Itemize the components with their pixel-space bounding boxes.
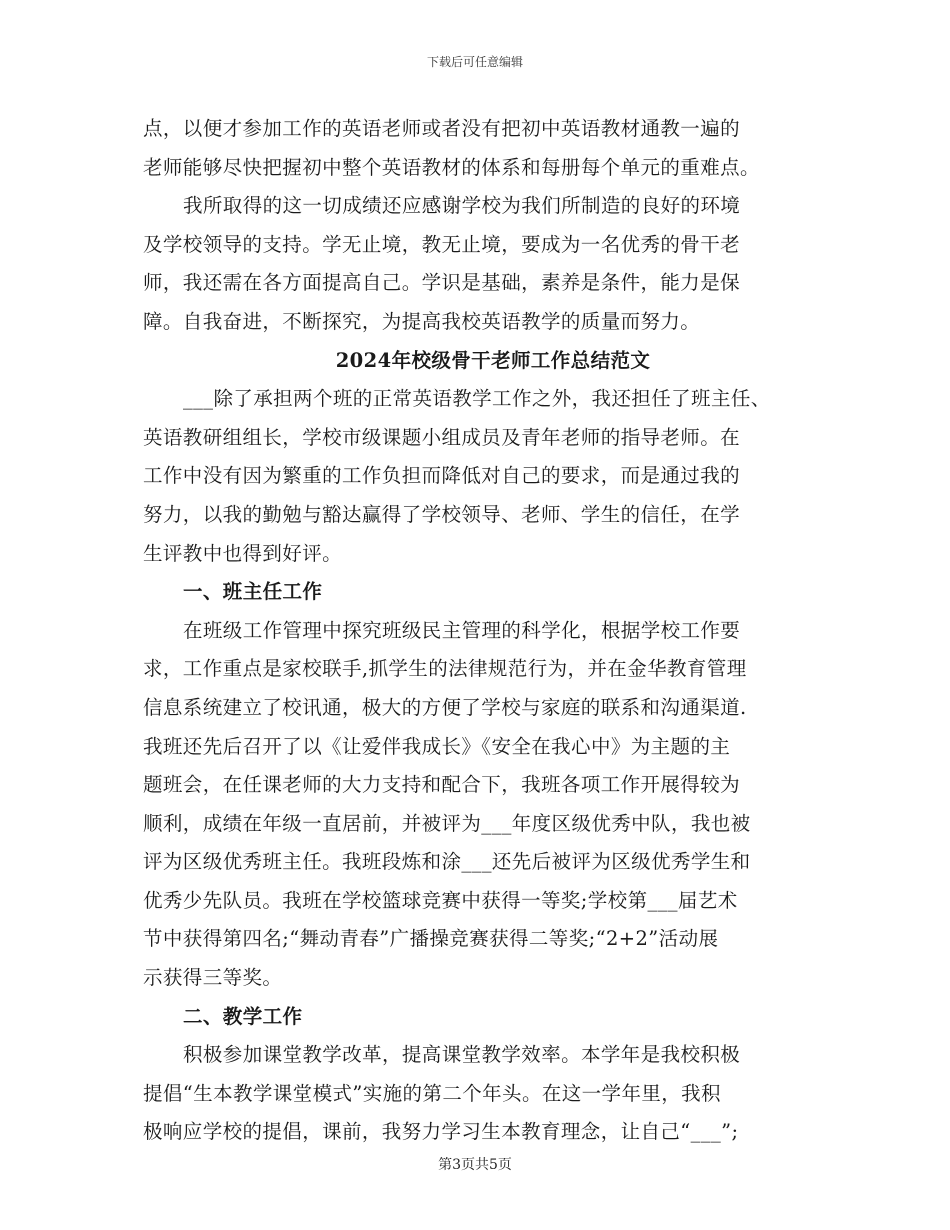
body-line: 评为区级优秀班主任。我班段炼和涂___还先后被评为区级优秀学生和 (143, 850, 751, 874)
body-line: 英语教研组组长，学校市级课题小组成员及青年老师的指导老师。在 (143, 425, 741, 449)
body-line: 生评教中也得到好评。 (143, 541, 343, 565)
body-line: 题班会，在任课老师的大力支持和配合下，我班各项工作开展得较为 (143, 773, 741, 797)
paragraph-first-line: 积极参加课堂教学改革，提高课堂教学效率。本学年是我校积极 (183, 1043, 741, 1067)
section-heading: 二、教学工作 (183, 1004, 303, 1028)
body-line: 顺利，成绩在年级一直居前，并被评为___年度区级优秀中队，我也被 (143, 811, 751, 835)
body-line: 及学校领导的支持。学无止境，教无止境，要成为一名优秀的骨干老 (143, 232, 741, 256)
page-header: 下载后可任意编辑 (426, 55, 523, 69)
paragraph-first-line: ___除了承担两个班的正常英语教学工作之外，我还担任了班主任、 (183, 387, 771, 411)
body-line: 极响应学校的提倡，课前，我努力学习生本教育理念，让自己“___”; (143, 1120, 739, 1144)
body-line: 节中获得第四名;“舞动青春”广播操竞赛获得二等奖;“2+2”活动展 (143, 927, 719, 951)
body-line: 师，我还需在各方面提高自己。学识是基础，素养是条件，能力是保 (143, 271, 741, 295)
paragraph-first-line: 在班级工作管理中探究班级民主管理的科学化，根据学校工作要 (183, 618, 741, 642)
body-line: 提倡“生本教学课堂模式”实施的第二个年头。在这一学年里，我积 (143, 1081, 721, 1105)
body-line: 点，以便才参加工作的英语老师或者没有把初中英语教材通教一遍的 (143, 117, 741, 140)
body-line: 信息系统建立了校讯通，极大的方便了学校与家庭的联系和沟通渠道. (143, 695, 747, 719)
body-line: 障。自我奋进，不断探究，为提高我校英语教学的质量而努力。 (143, 309, 701, 333)
body-line: 努力，以我的勤勉与豁达赢得了学校领导、老师、学生的信任，在学 (143, 502, 741, 526)
body-line: 示获得三等奖。 (143, 966, 283, 990)
body-line: 工作中没有因为繁重的工作负担而降低对自己的要求，而是通过我的 (143, 464, 741, 488)
body-line: 老师能够尽快把握初中整个英语教材的体系和每册每个单元的重难点。 (143, 155, 760, 179)
body-line: 我班还先后召开了以《让爱伴我成长》《安全在我心中》为主题的主 (143, 734, 731, 758)
body-line: 优秀少先队员。我班在学校篮球竞赛中获得一等奖;学校第___届艺术 (143, 888, 738, 912)
document-body (143, 110, 823, 1152)
section-title: 2024年校级骨干老师工作总结范文 (335, 348, 651, 372)
paragraph-first-line: 我所取得的这一切成绩还应感谢学校为我们所制造的良好的环境 (183, 194, 741, 218)
section-heading: 一、班主任工作 (183, 580, 323, 604)
page-footer: 第3页共5页 (438, 1157, 512, 1173)
body-line: 求，工作重点是家校联手,抓学生的法律规范行为，并在金华教育管理 (143, 657, 747, 681)
